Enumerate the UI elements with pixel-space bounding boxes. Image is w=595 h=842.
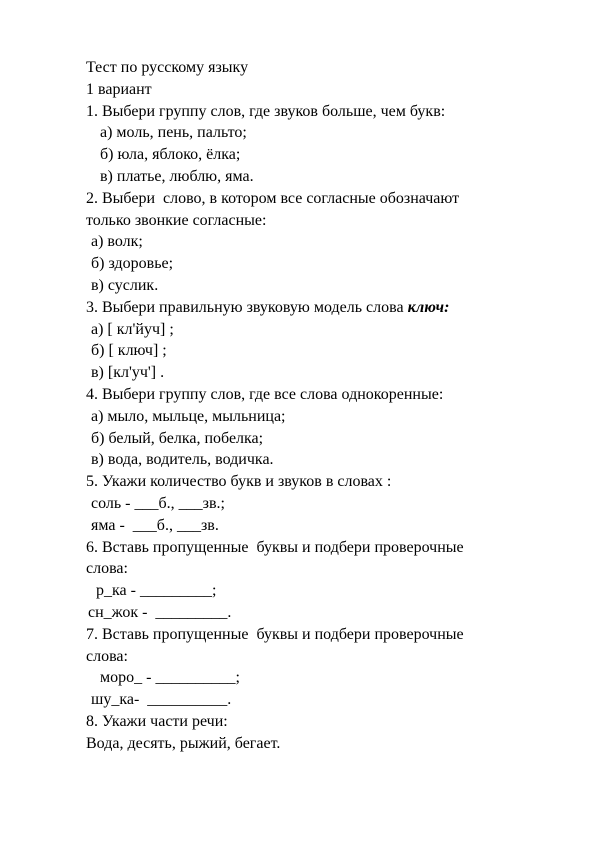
q7-row-2: шу_ка- __________. — [91, 691, 232, 709]
q5-question: 5. Укажи количество букв и звуков в словах : — [86, 473, 392, 491]
q7-question-line2: слова: — [86, 647, 128, 665]
q2-option-b: б) здоровье; — [91, 255, 174, 273]
q6-row-2: сн_жок - _________. — [88, 603, 232, 621]
q3-question — [86, 297, 566, 319]
q3-keyword: ключ: — [407, 298, 450, 316]
q3-question-text: 3. Выбери правильную звуковую модель слова — [86, 298, 408, 316]
q1-option-a: а) моль, пень, пальто; — [100, 124, 247, 142]
q8-words: Вода, десять, рыжий, бегает. — [86, 734, 281, 752]
q1-option-b: б) юла, яблоко, ёлка; — [100, 146, 241, 164]
q3-option-b: б) [ ключ] ; — [91, 342, 167, 360]
q7-row-1: моро_ - __________; — [100, 669, 240, 687]
q4-option-b: б) белый, белка, побелка; — [91, 429, 264, 447]
q2-option-c: в) суслик. — [91, 276, 159, 294]
q2-option-a: а) волк; — [91, 233, 143, 251]
q3-option-a: а) [ кл'йуч] ; — [91, 320, 174, 338]
test-content — [86, 57, 566, 755]
q1-option-c: в) платье, люблю, яма. — [100, 167, 254, 185]
q4-question: 4. Выбери группу слов, где все слова однокоренные: — [86, 385, 444, 403]
q6-question-line1: 6. Вставь пропущенные буквы и подбери проверочные — [86, 538, 464, 556]
doc-title: Тест по русскому языку — [86, 59, 249, 76]
q4-option-a: а) мыло, мыльце, мыльница; — [91, 407, 286, 425]
q4-option-c: в) вода, водитель, водичка. — [91, 451, 274, 469]
q5-row-2: яма - ___б., ___зв. — [91, 516, 219, 534]
q8-question: 8. Укажи части речи: — [86, 712, 228, 730]
q2-question-line1: 2. Выбери слово, в котором все согласные обозначают — [86, 189, 460, 207]
doc-variant: 1 вариант — [86, 80, 152, 98]
q5-row-1: соль - ___б., ___зв.; — [91, 494, 225, 512]
q6-question-line2: слова: — [86, 560, 128, 578]
q3-option-c: в) [кл'уч'] . — [91, 364, 165, 382]
q2-question-line2: только звонкие согласные: — [86, 211, 267, 229]
q7-question-line1: 7. Вставь пропущенные буквы и подбери проверочные — [86, 625, 464, 643]
q1-question: 1. Выбери группу слов, где звуков больше, чем букв: — [86, 102, 446, 120]
q6-row-1: р_ка - _________; — [96, 582, 217, 600]
